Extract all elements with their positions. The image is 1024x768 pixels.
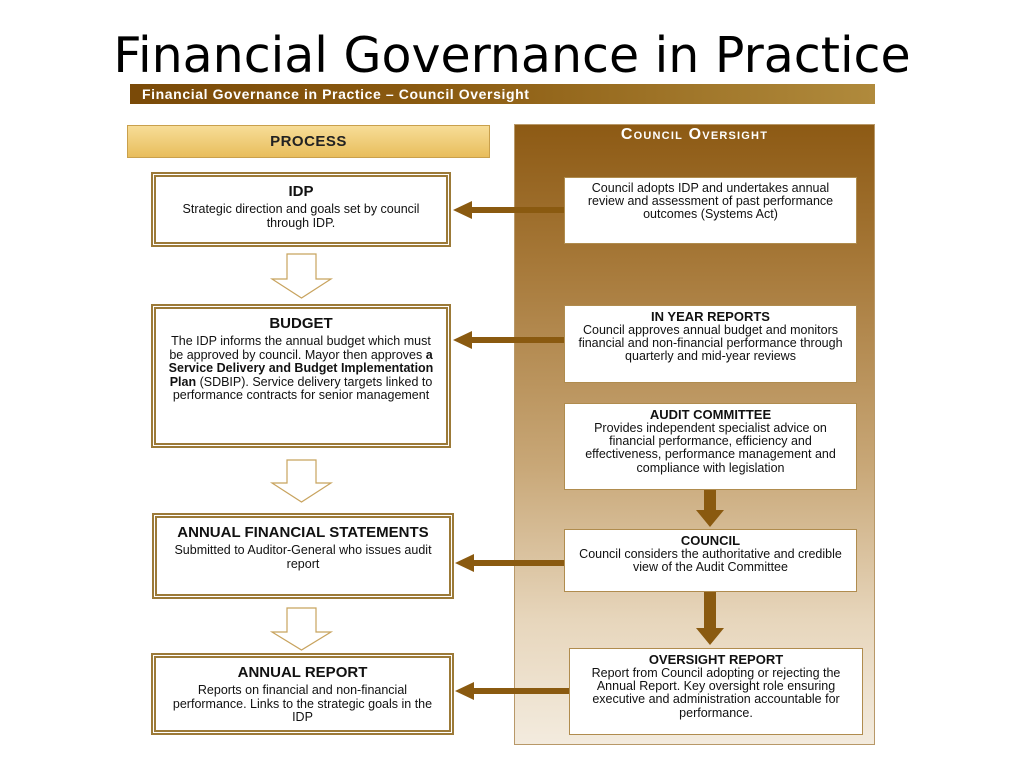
oversight-box-body: Council adopts IDP and undertakes annual review and assessment of past performance outcomes (Systems Act) xyxy=(587,181,834,222)
oversight-box-in-year-reports xyxy=(564,305,857,383)
council-oversight-header: Council Oversight xyxy=(620,126,769,143)
process-box-body: Reports on financial and non-financial performance. Links to the strategic goals in the IDP xyxy=(172,683,433,724)
banner-text: Financial Governance in Practice – Council Oversight xyxy=(142,86,530,102)
oversight-box-body: Council approves annual budget and monitors financial and non-financial performance through quarterly and mid-year reviews xyxy=(578,323,843,364)
process-box-title: BUDGET xyxy=(269,315,333,332)
oversight-box-body: Council considers the authoritative and credible view of the Audit Committee xyxy=(579,547,842,575)
process-box-annual-financial-statements xyxy=(152,513,454,599)
process-box-body-bold: a Service Delivery and Budget Implementation Plan xyxy=(168,347,434,389)
oversight-box-title: COUNCIL xyxy=(680,533,741,548)
oversight-box-idp-adoption xyxy=(564,177,857,244)
process-box-annual-report xyxy=(151,653,454,735)
process-box-body-start: The IDP informs the annual budget which must be approved by council. Mayor then approves xyxy=(169,334,431,362)
process-box-title: IDP xyxy=(288,183,314,200)
oversight-box-title: IN YEAR REPORTS xyxy=(651,309,770,324)
process-box-budget xyxy=(151,304,451,448)
process-flow-arrow-1 xyxy=(272,254,331,298)
oversight-box-body: Report from Council adopting or rejecting the Annual Report. Key oversight role ensuring executive and administration accountable for performance. xyxy=(591,666,841,720)
oversight-box-body: Provides independent specialist advice on financial performance, efficiency and effectiveness, performance management and compliance with legislation xyxy=(585,421,836,475)
oversight-box-oversight-report xyxy=(569,648,863,735)
process-box-body: Submitted to Auditor-General who issues audit report xyxy=(174,543,432,571)
oversight-box-council xyxy=(564,529,857,592)
oversight-box-audit-committee xyxy=(564,403,857,490)
process-flow-arrow-2 xyxy=(272,460,331,502)
process-box-body: Strategic direction and goals set by council through IDP. xyxy=(182,202,420,230)
process-header: PROCESS xyxy=(127,125,490,158)
diagram-banner xyxy=(130,84,875,104)
process-box-body-end: (SDBIP). Service delivery targets linked to performance contracts for senior management xyxy=(172,374,433,402)
process-box-title: ANNUAL REPORT xyxy=(237,664,368,681)
oversight-box-title: OVERSIGHT REPORT xyxy=(648,652,784,667)
oversight-box-title: AUDIT COMMITTEE xyxy=(649,407,772,422)
process-box-idp xyxy=(151,172,451,247)
process-flow-arrow-3 xyxy=(272,608,331,650)
process-box-title: ANNUAL FINANCIAL STATEMENTS xyxy=(177,524,429,541)
slide-title: Financial Governance in Practice xyxy=(113,27,911,84)
